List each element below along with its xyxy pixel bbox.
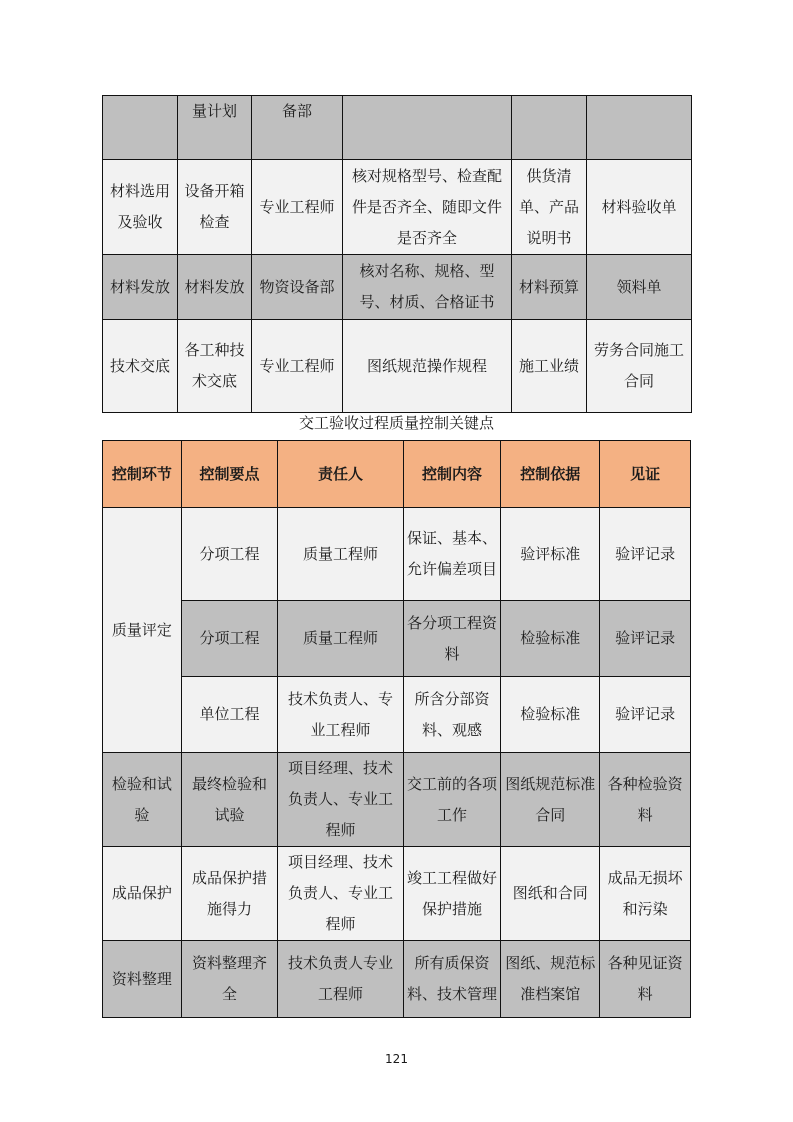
- page-number: 121: [385, 1052, 408, 1066]
- table-cell: 技术负责人专业工程师: [278, 941, 403, 1018]
- column-header: 控制要点: [181, 441, 278, 508]
- table-cell: [343, 96, 512, 160]
- table-cell: 技术负责人、专业工程师: [278, 677, 403, 753]
- table-cell: 物资设备部: [252, 255, 343, 320]
- table-cell: 各分项工程资料: [403, 601, 501, 677]
- material-control-table: [102, 95, 692, 413]
- table-cell: 技术交底: [103, 320, 178, 413]
- table-cell: 备部: [252, 96, 343, 160]
- table-cell: 各工种技术交底: [178, 320, 252, 413]
- table-cell: 验评记录: [600, 677, 691, 753]
- table-cell: 专业工程师: [252, 160, 343, 255]
- table-cell: 核对规格型号、检查配件是否齐全、随即文件是否齐全: [343, 160, 512, 255]
- table-cell: 质量工程师: [278, 508, 403, 601]
- table-cell: 图纸规范操作规程: [343, 320, 512, 413]
- table-cell: 验评记录: [600, 601, 691, 677]
- table-cell: 材料选用及验收: [103, 160, 178, 255]
- table-cell: 保证、基本、允许偏差项目: [403, 508, 501, 601]
- table-caption: 交工验收过程质量控制关键点: [298, 414, 494, 432]
- table-cell: 检验标准: [501, 677, 600, 753]
- table-cell: 各种检验资料: [600, 753, 691, 847]
- table-cell: 所有质保资料、技术管理: [403, 941, 501, 1018]
- table-cell: 成品保护措施得力: [181, 847, 278, 941]
- table-cell: [103, 96, 178, 160]
- table-row: [103, 160, 692, 255]
- table-cell: 供货清单、产品说明书: [512, 160, 587, 255]
- acceptance-control-table: [102, 440, 691, 1018]
- table-cell: 设备开箱检查: [178, 160, 252, 255]
- table-cell: 项目经理、技术负责人、专业工程师: [278, 753, 403, 847]
- table-cell: 量计划: [178, 96, 252, 160]
- table-cell: 检验标准: [501, 601, 600, 677]
- table-cell: 劳务合同施工合同: [587, 320, 692, 413]
- table-row: [103, 601, 691, 677]
- table-cell: 施工业绩: [512, 320, 587, 413]
- table-cell: 材料验收单: [587, 160, 692, 255]
- table-cell: [587, 96, 692, 160]
- table-cell: 资料整理: [103, 941, 182, 1018]
- table-header-row: [103, 441, 691, 508]
- table-cell: [512, 96, 587, 160]
- table-row: [103, 255, 692, 320]
- table-cell: 交工前的各项工作: [403, 753, 501, 847]
- table-row: [103, 753, 691, 847]
- table-cell: 最终检验和试验: [181, 753, 278, 847]
- table-row: [103, 508, 691, 601]
- table-cell: 项目经理、技术负责人、专业工程师: [278, 847, 403, 941]
- table-cell: 图纸和合同: [501, 847, 600, 941]
- table-cell: 所含分部资料、观感: [403, 677, 501, 753]
- group-label-cell: 质量评定: [103, 508, 182, 753]
- table-cell: 图纸、规范标准档案馆: [501, 941, 600, 1018]
- table-cell: 分项工程: [181, 508, 278, 601]
- table-row: [103, 96, 692, 160]
- table-row: [103, 941, 691, 1018]
- table-cell: 竣工工程做好保护措施: [403, 847, 501, 941]
- table-cell: 材料预算: [512, 255, 587, 320]
- table-cell: 材料发放: [178, 255, 252, 320]
- table-row: [103, 847, 691, 941]
- table-cell: 领料单: [587, 255, 692, 320]
- table-cell: 分项工程: [181, 601, 278, 677]
- column-header: 控制内容: [403, 441, 501, 508]
- table-cell: 检验和试验: [103, 753, 182, 847]
- table-cell: 成品保护: [103, 847, 182, 941]
- table-cell: 验评标准: [501, 508, 600, 601]
- table-cell: 质量工程师: [278, 601, 403, 677]
- table-cell: 资料整理齐全: [181, 941, 278, 1018]
- table-cell: 验评记录: [600, 508, 691, 601]
- table-cell: 专业工程师: [252, 320, 343, 413]
- table-row: [103, 320, 692, 413]
- table-cell: 材料发放: [103, 255, 178, 320]
- column-header: 见证: [600, 441, 691, 508]
- table-cell: 成品无损坏和污染: [600, 847, 691, 941]
- column-header: 责任人: [278, 441, 403, 508]
- table-cell: 核对名称、规格、型号、材质、合格证书: [343, 255, 512, 320]
- table-cell: 图纸规范标准合同: [501, 753, 600, 847]
- table-row: [103, 677, 691, 753]
- table-cell: 各种见证资料: [600, 941, 691, 1018]
- column-header: 控制依据: [501, 441, 600, 508]
- column-header: 控制环节: [103, 441, 182, 508]
- table-cell: 单位工程: [181, 677, 278, 753]
